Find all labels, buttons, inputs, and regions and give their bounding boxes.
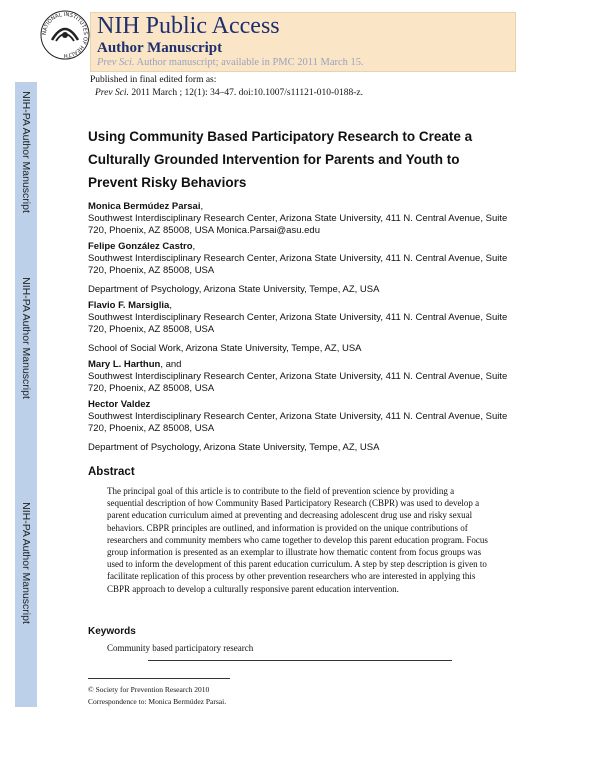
author-list <box>88 201 528 458</box>
published-label: Published in final edited form as: <box>90 75 217 85</box>
article-title: Using Community Based Participatory Research to Create a Culturally Grounded Intervention for Parents and Youth to Prevent Risky Behaviors <box>88 129 473 190</box>
keywords-heading: Keywords <box>88 626 136 637</box>
author-block <box>88 201 528 237</box>
author-department: Department of Psychology, Arizona State University, Tempe, AZ, USA <box>88 284 380 295</box>
author-affiliation: Southwest Interdisciplinary Research Center, Arizona State University, 411 N. Central Avenue, Suite 720, Phoenix, AZ 85008, USA <box>88 312 508 335</box>
abstract-text: The principal goal of this article is to contribute to the field of prevention science by providing a sequential description of how Community Based Participatory Research (CBPR) was used to develop a parent education curriculum aimed at preventing and decreasing adolescent drug use and risky sexual behaviors. CBPR principles are outlined, and information is provided on the unique contributions of researchers and community members who came together to develop this parent education program. Focus group information is presented as an exemplar to illustrate how thematic content from focus groups was used to inform the development of this parent education curriculum. A step by step description is given to facilitate replication of this process by other prevention researchers who are interested in applying this CBPR approach to develop a culturally responsive parent education intervention. <box>107 486 488 594</box>
author-name: Mary L. Harthun, and <box>88 359 182 370</box>
copyright-note: © Society for Prevention Research 2010 <box>88 685 210 694</box>
author-affiliation: Southwest Interdisciplinary Research Center, Arizona State University, 411 N. Central Avenue, Suite 720, Phoenix, AZ 85008, USA <box>88 411 508 434</box>
author-affiliation: Southwest Interdisciplinary Research Center, Arizona State University, 411 N. Central Avenue, Suite 720, Phoenix, AZ 85008, USA Monica.Parsai@asu.edu <box>88 213 508 236</box>
author-block <box>88 300 528 355</box>
svg-text:NATIONAL INSTITUTES OF HEALTH: NATIONAL INSTITUTES OF HEALTH <box>41 11 89 59</box>
author-name: Felipe González Castro, <box>88 241 196 252</box>
author-block <box>88 241 528 296</box>
availability-note: Prev Sci. Author manuscript; available in PMC 2011 March 15. <box>97 57 364 68</box>
abstract-heading: Abstract <box>88 466 135 478</box>
header-banner <box>90 12 516 72</box>
author-name: Hector Valdez <box>88 399 151 410</box>
correspondence-note: Correspondence to: Monica Bermúdez Parsai. <box>88 697 227 706</box>
divider-line <box>148 660 452 661</box>
author-department: School of Social Work, Arizona State University, Tempe, AZ, USA <box>88 343 362 354</box>
header-subtitle: Author Manuscript <box>97 40 223 56</box>
author-name: Flavio F. Marsiglia, <box>88 300 172 311</box>
author-block <box>88 399 528 454</box>
author-name: Monica Bermúdez Parsai, <box>88 201 204 212</box>
author-affiliation: Southwest Interdisciplinary Research Center, Arizona State University, 411 N. Central Avenue, Suite 720, Phoenix, AZ 85008, USA <box>88 253 508 276</box>
citation: Prev Sci. 2011 March ; 12(1): 34–47. doi:10.1007/s11121-010-0188-z. <box>95 88 363 98</box>
nih-seal-logo <box>40 10 90 60</box>
author-affiliation: Southwest Interdisciplinary Research Center, Arizona State University, 411 N. Central Avenue, Suite 720, Phoenix, AZ 85008, USA <box>88 371 508 394</box>
header-title: NIH Public Access <box>97 13 280 39</box>
author-department: Department of Psychology, Arizona State University, Tempe, AZ, USA <box>88 442 380 453</box>
footnote-rule <box>88 678 230 679</box>
keywords-text: Community based participatory research <box>107 643 254 653</box>
author-block <box>88 359 528 395</box>
